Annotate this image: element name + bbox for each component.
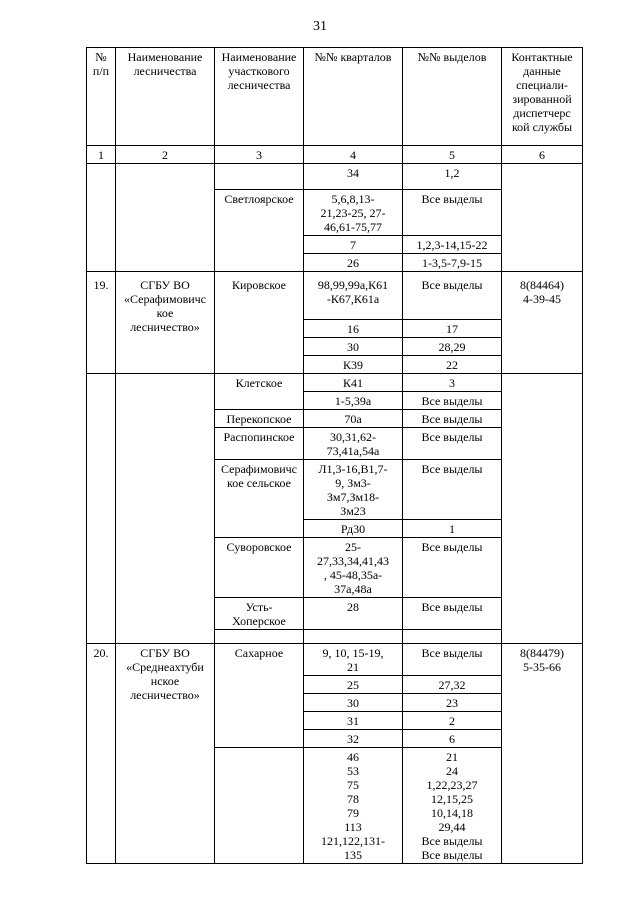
table-row (87, 374, 583, 392)
header-allotments: №№ выделов (403, 48, 502, 146)
quarters-cell: 28 (304, 598, 403, 630)
district-cell: Перекопское (215, 410, 304, 428)
column-number: 6 (502, 146, 583, 164)
number-cell (87, 164, 116, 272)
quarters-cell: 32 (304, 730, 403, 748)
allotments-cell: Все выделы (403, 460, 502, 520)
column-number: 5 (403, 146, 502, 164)
allotments-cell: 1 (403, 520, 502, 538)
allotments-cell: 3 (403, 374, 502, 392)
allotments-cell: 21 24 1,22,23,27 12,15,25 10,14,18 29,44 Все выделы Все выделы (403, 748, 502, 864)
district-cell: Клетское (215, 374, 304, 410)
quarters-cell: 25 (304, 676, 403, 694)
quarters-cell: 16 (304, 320, 403, 338)
forestry-cell (116, 164, 215, 272)
table-row (87, 272, 583, 320)
allotments-cell: 2 (403, 712, 502, 730)
allotments-cell: 27,32 (403, 676, 502, 694)
allotments-cell: Все выделы (403, 644, 502, 676)
contact-cell (502, 164, 583, 272)
quarters-cell: 34 (304, 164, 403, 190)
quarters-cell: 7 (304, 236, 403, 254)
allotments-cell: 17 (403, 320, 502, 338)
forestry-cell: СГБУ ВО «Серафимовичс кое лесничество» (116, 272, 215, 374)
allotments-cell: 23 (403, 694, 502, 712)
column-number: 1 (87, 146, 116, 164)
quarters-cell: К41 (304, 374, 403, 392)
contact-cell: 8(84464) 4-39-45 (502, 272, 583, 374)
allotments-cell (403, 630, 502, 644)
district-cell: Суворовское (215, 538, 304, 598)
quarters-cell: 31 (304, 712, 403, 730)
column-number: 4 (304, 146, 403, 164)
district-cell: Кировское (215, 272, 304, 374)
quarters-cell: 46 53 75 78 79 113 121,122,131- 135 (304, 748, 403, 864)
table-row (87, 644, 583, 676)
allotments-cell: Все выделы (403, 190, 502, 236)
allotments-cell: 1,2 (403, 164, 502, 190)
quarters-cell: Рд30 (304, 520, 403, 538)
district-cell: Серафимовичс кое сельское (215, 460, 304, 538)
forestry-table (86, 47, 583, 864)
page-number: 31 (313, 19, 327, 34)
number-cell: 19. (87, 272, 116, 374)
allotments-cell: Все выделы (403, 272, 502, 320)
header-quarters: №№ кварталов (304, 48, 403, 146)
quarters-cell: 25- 27,33,34,41,43 , 45-48,35а- 37а,48а (304, 538, 403, 598)
allotments-cell: 22 (403, 356, 502, 374)
header-number: № п/п (87, 48, 116, 146)
allotments-cell: 1-3,5-7,9-15 (403, 254, 502, 272)
quarters-cell: 30 (304, 694, 403, 712)
header-district: Наименование участкового лесничества (215, 48, 304, 146)
allotments-cell: Все выделы (403, 598, 502, 630)
quarters-cell: 70а (304, 410, 403, 428)
quarters-cell (304, 630, 403, 644)
column-number: 2 (116, 146, 215, 164)
quarters-cell: 1-5,39а (304, 392, 403, 410)
allotments-cell: 6 (403, 730, 502, 748)
district-cell (215, 630, 304, 644)
quarters-cell: 5,6,8,13- 21,23-25, 27- 46,61-75,77 (304, 190, 403, 236)
number-cell (87, 374, 116, 644)
forestry-cell (116, 374, 215, 644)
quarters-cell: 26 (304, 254, 403, 272)
number-cell: 20. (87, 644, 116, 864)
quarters-cell: 9, 10, 15-19, 21 (304, 644, 403, 676)
allotments-cell: Все выделы (403, 410, 502, 428)
contact-cell (502, 374, 583, 644)
quarters-cell: 30,31,62- 73,41а,54а (304, 428, 403, 460)
allotments-cell: 1,2,3-14,15-22 (403, 236, 502, 254)
column-number: 3 (215, 146, 304, 164)
district-cell (215, 164, 304, 190)
quarters-cell: Л1,3-16,В1,7- 9, Зм3- Зм7,Зм18- Зм23 (304, 460, 403, 520)
district-cell: Усть- Хоперское (215, 598, 304, 630)
quarters-cell: 30 (304, 338, 403, 356)
header-contact: Контактные данные специали- зированной диспетчерс кой службы (502, 48, 583, 146)
forestry-cell: СГБУ ВО «Среднеахтуби нское лесничество» (116, 644, 215, 864)
header-row (87, 48, 583, 146)
contact-cell: 8(84479) 5-35-66 (502, 644, 583, 864)
district-cell: Сахарное (215, 644, 304, 748)
district-cell: Распопинское (215, 428, 304, 460)
header-forestry: Наименование лесничества (116, 48, 215, 146)
allotments-cell: Все выделы (403, 428, 502, 460)
allotments-cell: Все выделы (403, 392, 502, 410)
allotments-cell: 28,29 (403, 338, 502, 356)
table-row (87, 164, 583, 190)
column-number-row (87, 146, 583, 164)
quarters-cell: 98,99,99а,К61 -К67,К61а (304, 272, 403, 320)
allotments-cell: Все выделы (403, 538, 502, 598)
district-cell (215, 748, 304, 864)
quarters-cell: К39 (304, 356, 403, 374)
district-cell: Светлоярское (215, 190, 304, 272)
